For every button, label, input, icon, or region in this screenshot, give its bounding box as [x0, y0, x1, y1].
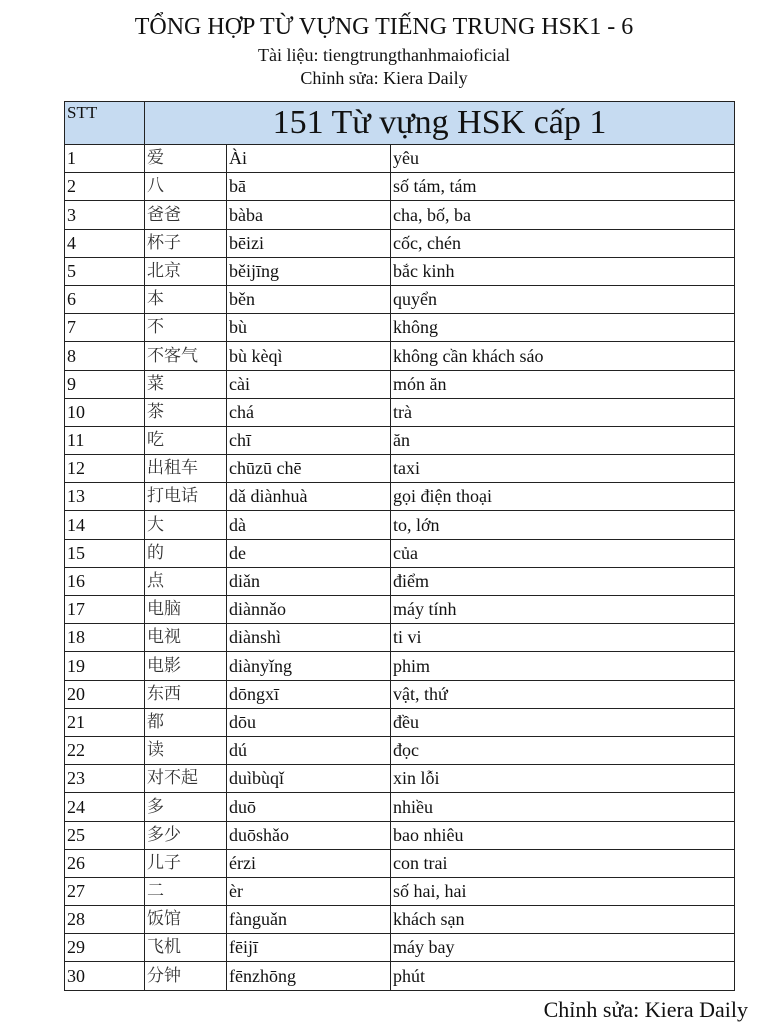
hanzi-cell: 东西: [145, 680, 227, 708]
meaning-cell: quyển: [391, 285, 735, 313]
pinyin-cell: fēijī: [227, 934, 391, 962]
meaning-cell: xin lỗi: [391, 765, 735, 793]
row-number: 3: [65, 201, 145, 229]
table-row: [65, 398, 735, 426]
hanzi-cell: 爱: [145, 145, 227, 173]
row-number: 23: [65, 765, 145, 793]
table-row: [65, 145, 735, 173]
row-number: 5: [65, 257, 145, 285]
row-number: 2: [65, 173, 145, 201]
hanzi-cell: 不客气: [145, 342, 227, 370]
hanzi-cell: 多: [145, 793, 227, 821]
meaning-cell: vật, thứ: [391, 680, 735, 708]
vocabulary-table: [64, 101, 735, 991]
table-row: [65, 285, 735, 313]
row-number: 28: [65, 906, 145, 934]
hanzi-cell: 打电话: [145, 483, 227, 511]
meaning-cell: số tám, tám: [391, 173, 735, 201]
meaning-cell: con trai: [391, 849, 735, 877]
row-number: 20: [65, 680, 145, 708]
pinyin-cell: érzi: [227, 849, 391, 877]
pinyin-cell: běijīng: [227, 257, 391, 285]
table-row: [65, 229, 735, 257]
pinyin-cell: cài: [227, 370, 391, 398]
row-number: 1: [65, 145, 145, 173]
pinyin-cell: dǎ diànhuà: [227, 483, 391, 511]
row-number: 17: [65, 596, 145, 624]
table-row: [65, 906, 735, 934]
table-row: [65, 793, 735, 821]
meaning-cell: của: [391, 539, 735, 567]
pinyin-cell: bù kèqì: [227, 342, 391, 370]
footer-editor: Chỉnh sửa: Kiera Daily: [543, 997, 748, 1022]
meaning-cell: món ăn: [391, 370, 735, 398]
pinyin-cell: chī: [227, 426, 391, 454]
table-row: [65, 567, 735, 595]
row-number: 21: [65, 708, 145, 736]
table-row: [65, 370, 735, 398]
row-number: 8: [65, 342, 145, 370]
row-number: 22: [65, 736, 145, 764]
row-number: 7: [65, 314, 145, 342]
hanzi-cell: 爸爸: [145, 201, 227, 229]
hanzi-cell: 杯子: [145, 229, 227, 257]
hanzi-cell: 的: [145, 539, 227, 567]
source-line: Tài liệu: tiengtrungthanhmaioficial: [258, 45, 510, 65]
table-row: [65, 257, 735, 285]
row-number: 9: [65, 370, 145, 398]
pinyin-cell: bù: [227, 314, 391, 342]
hanzi-cell: 北京: [145, 257, 227, 285]
meaning-cell: máy tính: [391, 596, 735, 624]
meaning-cell: không cần khách sáo: [391, 342, 735, 370]
hanzi-cell: 出租车: [145, 455, 227, 483]
stt-header: STT: [65, 102, 145, 145]
hanzi-cell: 多少: [145, 821, 227, 849]
row-number: 15: [65, 539, 145, 567]
meaning-cell: máy bay: [391, 934, 735, 962]
pinyin-cell: bēizi: [227, 229, 391, 257]
hanzi-cell: 大: [145, 511, 227, 539]
pinyin-cell: dōu: [227, 708, 391, 736]
pinyin-cell: fēnzhōng: [227, 962, 391, 990]
pinyin-cell: dà: [227, 511, 391, 539]
pinyin-cell: duōshǎo: [227, 821, 391, 849]
row-number: 18: [65, 624, 145, 652]
pinyin-cell: èr: [227, 877, 391, 905]
row-number: 6: [65, 285, 145, 313]
table-row: [65, 483, 735, 511]
pinyin-cell: chá: [227, 398, 391, 426]
table-row: [65, 201, 735, 229]
table-row: [65, 624, 735, 652]
meaning-cell: trà: [391, 398, 735, 426]
meaning-cell: khách sạn: [391, 906, 735, 934]
table-row: [65, 539, 735, 567]
hanzi-cell: 饭馆: [145, 906, 227, 934]
meaning-cell: cha, bố, ba: [391, 201, 735, 229]
meaning-cell: taxi: [391, 455, 735, 483]
meaning-cell: phút: [391, 962, 735, 990]
pinyin-cell: de: [227, 539, 391, 567]
row-number: 4: [65, 229, 145, 257]
hanzi-cell: 对不起: [145, 765, 227, 793]
table-row: [65, 849, 735, 877]
meaning-cell: phim: [391, 652, 735, 680]
hanzi-cell: 电视: [145, 624, 227, 652]
table-row: [65, 596, 735, 624]
table-row: [65, 455, 735, 483]
row-number: 27: [65, 877, 145, 905]
meaning-cell: điểm: [391, 567, 735, 595]
hanzi-cell: 电脑: [145, 596, 227, 624]
table-row: [65, 877, 735, 905]
row-number: 30: [65, 962, 145, 990]
meaning-cell: yêu: [391, 145, 735, 173]
pinyin-cell: bā: [227, 173, 391, 201]
table-row: [65, 708, 735, 736]
hanzi-cell: 菜: [145, 370, 227, 398]
hanzi-cell: 本: [145, 285, 227, 313]
editor-line: Chỉnh sửa: Kiera Daily: [300, 68, 468, 88]
row-number: 26: [65, 849, 145, 877]
meaning-cell: đọc: [391, 736, 735, 764]
table-row: [65, 173, 735, 201]
pinyin-cell: chūzū chē: [227, 455, 391, 483]
meaning-cell: bao nhiêu: [391, 821, 735, 849]
pinyin-cell: duō: [227, 793, 391, 821]
row-number: 11: [65, 426, 145, 454]
pinyin-cell: diànyǐng: [227, 652, 391, 680]
row-number: 14: [65, 511, 145, 539]
pinyin-cell: Ài: [227, 145, 391, 173]
hanzi-cell: 茶: [145, 398, 227, 426]
table-row: [65, 821, 735, 849]
pinyin-cell: diànnǎo: [227, 596, 391, 624]
table-row: [65, 652, 735, 680]
table-header-row: [65, 102, 735, 145]
hanzi-cell: 电影: [145, 652, 227, 680]
hanzi-cell: 读: [145, 736, 227, 764]
pinyin-cell: dú: [227, 736, 391, 764]
pinyin-cell: bàba: [227, 201, 391, 229]
document-title: TỔNG HỢP TỪ VỰNG TIẾNG TRUNG HSK1 - 6: [134, 14, 634, 40]
pinyin-cell: diǎn: [227, 567, 391, 595]
table-row: [65, 511, 735, 539]
pinyin-cell: fànguǎn: [227, 906, 391, 934]
meaning-cell: đều: [391, 708, 735, 736]
table-row: [65, 962, 735, 990]
hanzi-cell: 儿子: [145, 849, 227, 877]
meaning-cell: nhiều: [391, 793, 735, 821]
pinyin-cell: běn: [227, 285, 391, 313]
row-number: 13: [65, 483, 145, 511]
meaning-cell: to, lớn: [391, 511, 735, 539]
hanzi-cell: 点: [145, 567, 227, 595]
table-row: [65, 314, 735, 342]
table-row: [65, 736, 735, 764]
pinyin-cell: duìbùqǐ: [227, 765, 391, 793]
hanzi-cell: 二: [145, 877, 227, 905]
row-number: 24: [65, 793, 145, 821]
meaning-cell: ti vi: [391, 624, 735, 652]
table-row: [65, 934, 735, 962]
meaning-cell: không: [391, 314, 735, 342]
hanzi-cell: 吃: [145, 426, 227, 454]
row-number: 25: [65, 821, 145, 849]
pinyin-cell: diànshì: [227, 624, 391, 652]
row-number: 12: [65, 455, 145, 483]
table-row: [65, 765, 735, 793]
hanzi-cell: 飞机: [145, 934, 227, 962]
pinyin-cell: dōngxī: [227, 680, 391, 708]
row-number: 10: [65, 398, 145, 426]
table-row: [65, 426, 735, 454]
table-row: [65, 680, 735, 708]
row-number: 16: [65, 567, 145, 595]
hanzi-cell: 八: [145, 173, 227, 201]
hanzi-cell: 分钟: [145, 962, 227, 990]
row-number: 19: [65, 652, 145, 680]
hanzi-cell: 都: [145, 708, 227, 736]
table-heading: 151 Từ vựng HSK cấp 1: [145, 102, 735, 145]
meaning-cell: số hai, hai: [391, 877, 735, 905]
row-number: 29: [65, 934, 145, 962]
meaning-cell: gọi điện thoại: [391, 483, 735, 511]
meaning-cell: bắc kinh: [391, 257, 735, 285]
meaning-cell: cốc, chén: [391, 229, 735, 257]
table-row: [65, 342, 735, 370]
hanzi-cell: 不: [145, 314, 227, 342]
meaning-cell: ăn: [391, 426, 735, 454]
